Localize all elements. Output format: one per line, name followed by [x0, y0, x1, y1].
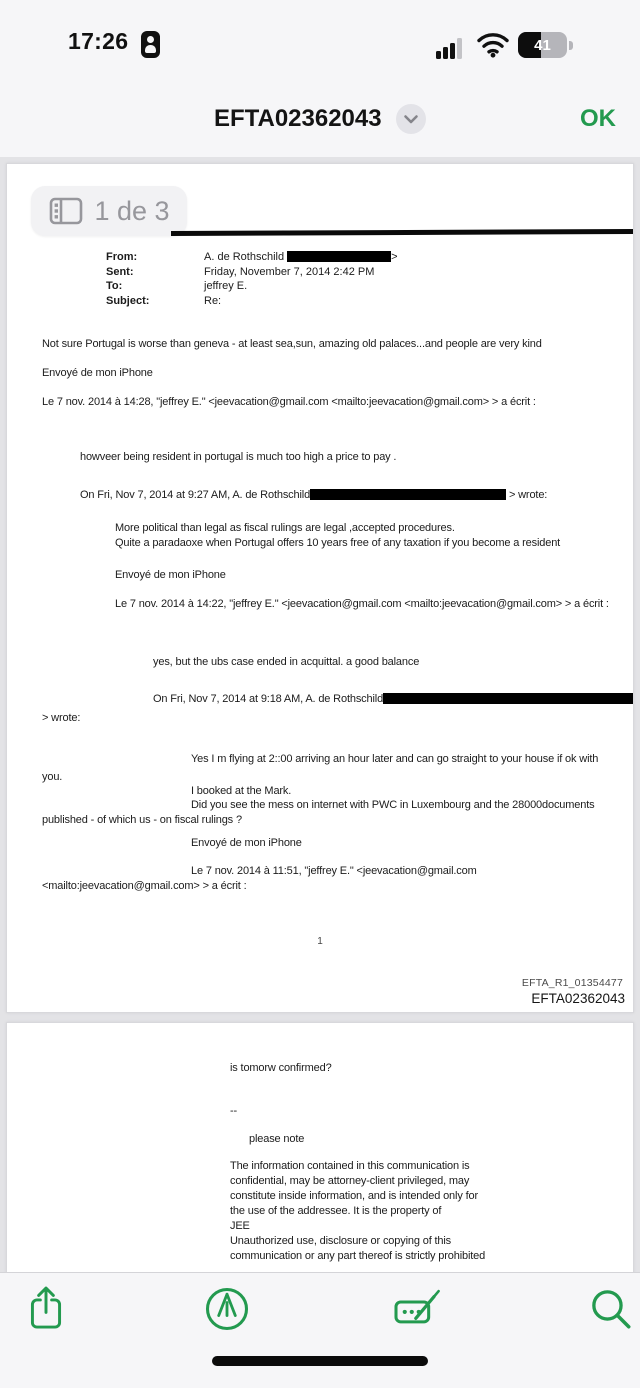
document-text-line: [42, 880, 247, 893]
markup-pen-icon: [201, 1283, 253, 1335]
text-run: Not sure Portugal is worse than geneva - at least sea,sun, amazing old palaces...and people are very kind: [42, 338, 542, 350]
document-text-line: [42, 814, 242, 827]
document-text-line: [42, 338, 542, 351]
document-title: EFTA02362043: [213, 105, 382, 132]
battery-nub: [569, 41, 573, 50]
text-run: Did you see the mess on internet with PWC in Luxembourg and the 28000documents: [191, 799, 595, 811]
text-run: > wrote:: [506, 489, 548, 501]
text-run: --: [230, 1105, 238, 1117]
status-bar: [0, 0, 640, 90]
text-run: Yes I m flying at 2::00 arriving an hour later and can go straight to your house if ok with: [191, 753, 599, 765]
document-text-line: [115, 598, 609, 611]
email-header-label: To:: [106, 280, 123, 293]
document-text-line: [230, 1160, 470, 1173]
text-run: A. de Rothschild: [204, 251, 288, 263]
text-run: confidential, may be attorney-client privileged, may: [230, 1175, 470, 1187]
text-run: the use of the addressee. It is the property of: [230, 1205, 442, 1217]
text-run: > wrote:: [42, 712, 81, 724]
text-run: Le 7 nov. 2014 à 11:51, "jeffrey E." <jeevacation@gmail.com: [191, 865, 477, 877]
document-text-line: [115, 537, 560, 550]
document-text-line: [230, 1220, 250, 1233]
page-indicator-label: 1 de 3: [94, 195, 170, 226]
scanned-divider-line: [171, 229, 633, 236]
document-text-line: [80, 451, 396, 464]
text-run: <mailto:jeevacation@gmail.com> > a écrit :: [42, 880, 247, 892]
chevron-down-icon[interactable]: [396, 104, 426, 134]
text-run: please note: [249, 1133, 305, 1145]
email-header-label: Sent:: [106, 265, 134, 278]
email-header: [106, 250, 398, 309]
wifi-icon: [476, 30, 510, 58]
fill-and-sign-icon: [389, 1283, 445, 1335]
redaction-bar: [383, 693, 634, 704]
document-text-line: [42, 396, 536, 409]
text-run: Quite a paradaoxe when Portugal offers 10 years free of any taxation if you become a resident: [115, 537, 561, 549]
search-icon: [586, 1283, 636, 1335]
document-scroll-area[interactable]: [0, 157, 640, 1272]
page-indicator-chip[interactable]: [31, 186, 187, 236]
document-text-line: [153, 656, 419, 669]
text-run: Re:: [204, 295, 222, 308]
document-page-2: [6, 1022, 634, 1272]
text-run: On Fri, Nov 7, 2014 at 9:18 AM, A. de Rothschild: [153, 693, 384, 705]
document-text-line: [191, 865, 477, 878]
redaction-bar: [310, 489, 506, 500]
text-run: Le 7 nov. 2014 à 14:22, "jeffrey E." <jeevacation@gmail.com <mailto:jeevacation@gmail.com> > a écrit :: [115, 598, 609, 610]
email-header-label: From:: [106, 251, 138, 263]
document-text-line: [80, 489, 547, 502]
text-run: constitute inside information, and is intended only for: [230, 1190, 478, 1202]
bottom-toolbar: [0, 1272, 640, 1388]
text-run: Friday, November 7, 2014 2:42 PM: [204, 265, 375, 278]
document-text-line: [230, 1062, 332, 1075]
thumbnails-icon: [48, 195, 84, 227]
redaction-bar: [287, 251, 391, 262]
text-run: Unauthorized use, disclosure or copying of this: [230, 1235, 452, 1247]
text-run: yes, but the ubs case ended in acquittal. a good balance: [153, 656, 420, 668]
search-button[interactable]: [583, 1281, 639, 1337]
text-run: >: [391, 251, 398, 263]
document-text-line: [42, 712, 80, 725]
document-text-line: [42, 367, 153, 380]
text-run: More political than legal as fiscal rulings are legal ,accepted procedures.: [115, 522, 455, 534]
text-run: Envoyé de mon iPhone: [115, 569, 226, 581]
document-text-line: [230, 1175, 469, 1188]
document-title-menu[interactable]: [0, 104, 640, 134]
document-text-line: [115, 569, 226, 582]
text-run: The information contained in this communication is: [230, 1160, 470, 1172]
document-text-line: [42, 771, 62, 784]
share-button[interactable]: [18, 1281, 74, 1337]
email-header-row: [106, 279, 398, 294]
document-text-line: [191, 837, 302, 850]
text-run: Envoyé de mon iPhone: [42, 367, 153, 379]
email-header-row: [106, 265, 398, 280]
navigation-bar: [0, 90, 640, 158]
text-run: howveer being resident in portugal is much too high a price to pay .: [80, 451, 397, 463]
document-text-line: [230, 1190, 478, 1203]
document-text-line: [249, 1133, 304, 1146]
focus-mode-icon: [141, 31, 160, 58]
clock: 17:26: [68, 28, 129, 54]
document-text-line: [191, 753, 598, 766]
ok-button[interactable]: OK: [580, 105, 616, 132]
document-text-line: [153, 693, 634, 706]
email-header-label: Subject:: [106, 295, 150, 308]
document-text-line: [230, 1105, 237, 1118]
text-run: published - of which us - on fiscal rulings ?: [42, 814, 242, 826]
text-run: I booked at the Mark.: [191, 785, 292, 797]
text-run: jeffrey E.: [204, 280, 248, 293]
document-text-line: [115, 522, 455, 535]
text-run: communication or any part thereof is strictly prohibited: [230, 1250, 486, 1262]
bates-id: EFTA02362043: [531, 991, 625, 1006]
document-text-line: [230, 1235, 451, 1248]
document-text-line: [230, 1250, 485, 1263]
home-indicator[interactable]: [212, 1356, 428, 1366]
markup-button[interactable]: [199, 1281, 255, 1337]
document-text-line: [230, 1205, 441, 1218]
battery-percent: 41: [534, 36, 551, 54]
text-run: you.: [42, 771, 63, 783]
fill-and-sign-button[interactable]: [389, 1281, 445, 1337]
cellular-signal-icon: [436, 33, 464, 59]
text-run: On Fri, Nov 7, 2014 at 9:27 AM, A. de Rothschild: [80, 489, 311, 501]
email-header-row: [106, 294, 398, 309]
text-run: Le 7 nov. 2014 à 14:28, "jeffrey E." <jeevacation@gmail.com <mailto:jeevacation@gmail.com> > a écrit :: [42, 396, 536, 408]
document-text-line: [191, 785, 291, 798]
text-run: Envoyé de mon iPhone: [191, 837, 302, 849]
text-run: JEE: [230, 1220, 250, 1232]
share-icon: [23, 1283, 69, 1335]
bates-reference: EFTA_R1_01354477: [521, 977, 623, 989]
battery-icon: [518, 32, 567, 58]
page-number: 1: [317, 936, 323, 947]
email-header-row: [106, 250, 398, 265]
document-text-line: [191, 799, 594, 812]
text-run: is tomorw confirmed?: [230, 1062, 332, 1074]
document-page-1: [6, 163, 634, 1013]
